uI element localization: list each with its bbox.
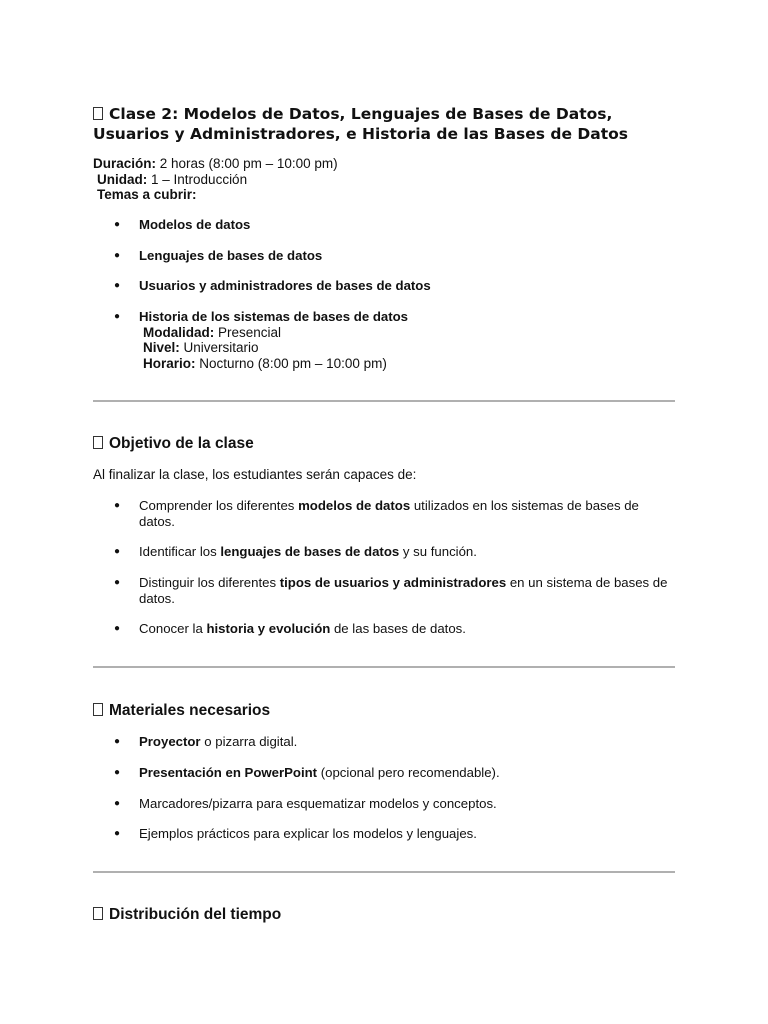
divider [93, 666, 675, 668]
list-item: Conocer la historia y evolución de las bases de datos. [139, 621, 466, 636]
horario-label: Horario: [143, 356, 196, 371]
list-item: Usuarios y administradores de bases de datos [139, 278, 431, 293]
duracion-line [93, 156, 338, 172]
unidad-line [97, 172, 247, 188]
list-item: Comprender los diferentes modelos de datos utilizados en los sistemas de bases de datos. [139, 498, 639, 529]
nivel-value: Universitario [183, 340, 259, 355]
modalidad-line [143, 325, 281, 341]
list-item: Historia de los sistemas de bases de datos [139, 309, 408, 324]
page-title: Clase 2: Modelos de Datos, Lenguajes de Bases de Datos, Usuarios y Administradores, e Historia de las Bases de Datos [93, 105, 629, 143]
horario-value: Nocturno (8:00 pm – 10:00 pm) [199, 356, 387, 371]
list-item: Lenguajes de bases de datos [139, 248, 323, 263]
missing-glyph-icon [93, 436, 103, 449]
nivel-line [143, 340, 259, 356]
bullet-icon: ● [114, 546, 121, 557]
section-title-materiales: Materiales necesarios [93, 702, 270, 720]
duracion-label: Duración: [93, 156, 157, 171]
nivel-label: Nivel: [143, 340, 180, 355]
bullet-icon: ● [114, 736, 121, 747]
bullet-icon: ● [114, 798, 121, 809]
bullet-icon: ● [114, 280, 121, 291]
modalidad-value: Presencial [218, 325, 282, 340]
list-item: Proyector o pizarra digital. [139, 734, 298, 749]
divider [93, 871, 675, 873]
list-item: Modelos de datos [139, 217, 251, 232]
list-item: Presentación en PowerPoint (opcional pero recomendable). [139, 765, 500, 780]
bullet-icon: ● [114, 311, 121, 322]
list-item: Distinguir los diferentes tipos de usuarios y administradores en un sistema de bases de datos. [139, 575, 668, 606]
bullet-icon: ● [114, 623, 121, 634]
modalidad-label: Modalidad: [143, 325, 215, 340]
temas-label: Temas a cubrir: [97, 187, 197, 202]
duracion-value: 2 horas (8:00 pm – 10:00 pm) [159, 156, 338, 171]
section-title-distribucion: Distribución del tiempo [93, 906, 281, 924]
bullet-icon: ● [114, 767, 121, 778]
missing-glyph-icon [93, 107, 103, 120]
unidad-label: Unidad: [97, 172, 148, 187]
divider [93, 400, 675, 402]
bullet-icon: ● [114, 577, 121, 588]
objetivo-intro: Al finalizar la clase, los estudiantes serán capaces de: [93, 467, 417, 482]
list-item: Identificar los lenguajes de bases de datos y su función. [139, 544, 477, 559]
list-item: Marcadores/pizarra para esquematizar modelos y conceptos. [139, 796, 497, 811]
unidad-value: 1 – Introducción [151, 172, 248, 187]
bullet-icon: ● [114, 219, 121, 230]
bullet-icon: ● [114, 828, 121, 839]
missing-glyph-icon [93, 703, 103, 716]
horario-line [143, 356, 387, 372]
section-title-objetivo: Objetivo de la clase [93, 435, 254, 453]
bullet-icon: ● [114, 500, 121, 511]
missing-glyph-icon [93, 907, 103, 920]
bullet-icon: ● [114, 250, 121, 261]
list-item: Ejemplos prácticos para explicar los modelos y lenguajes. [139, 826, 477, 841]
temas-label-line [97, 187, 197, 203]
